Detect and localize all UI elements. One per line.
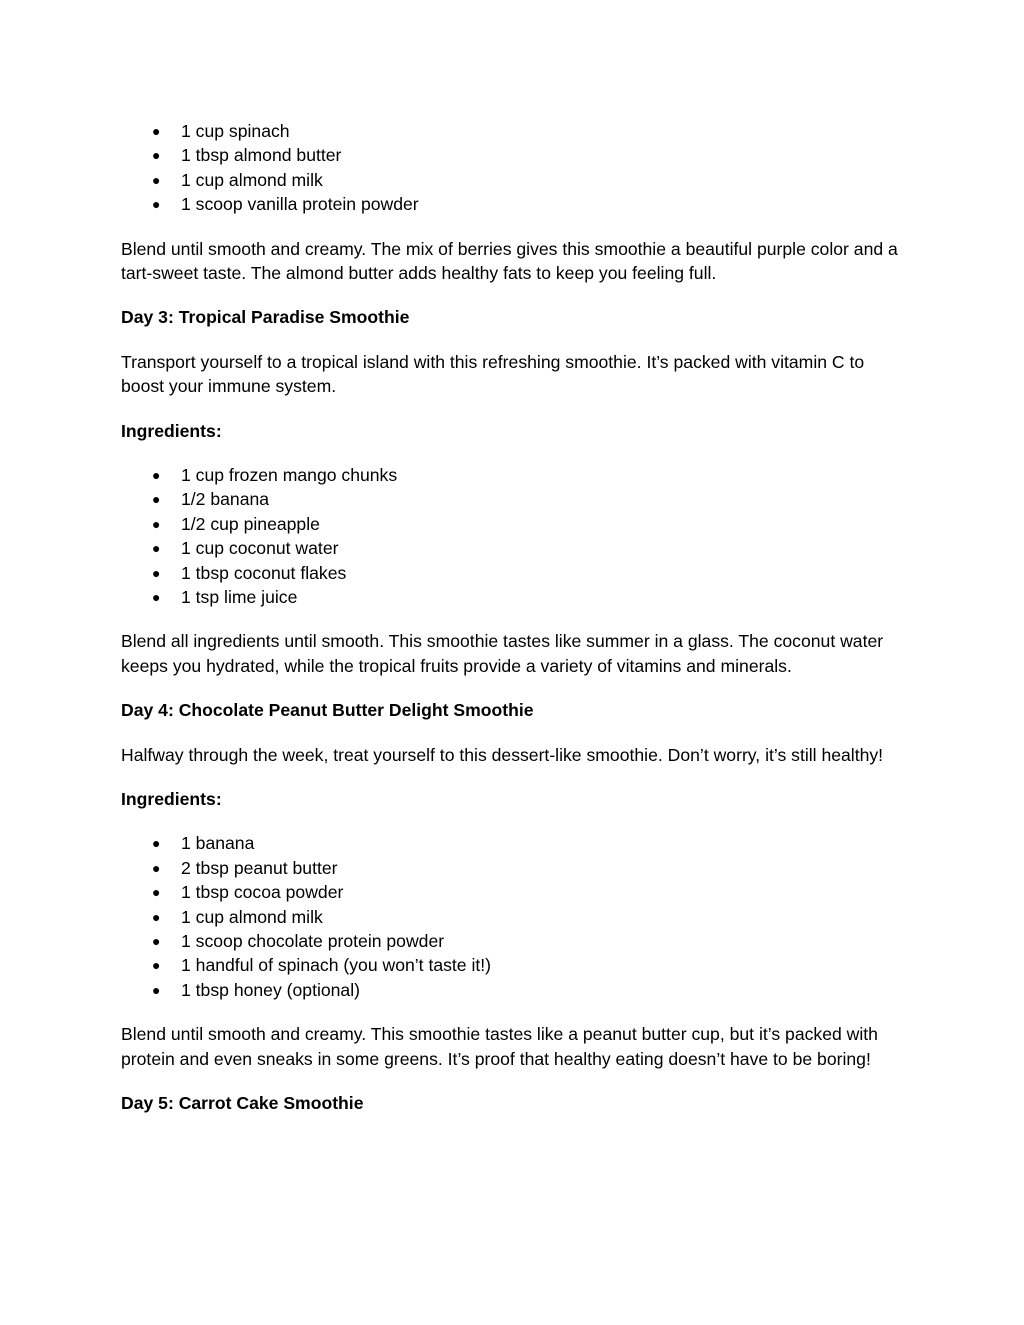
list-item: ● 2 tbsp peanut butter: [121, 856, 911, 880]
list-item: ● 1 tbsp honey (optional): [121, 978, 911, 1002]
bullet-icon: ●: [152, 123, 161, 139]
bullet-icon: ●: [152, 171, 161, 188]
ingredient-list: [121, 831, 911, 1002]
list-item: ● 1/2 cup pineapple: [121, 512, 911, 536]
bullet-icon: ●: [152, 908, 161, 925]
bullet-icon: ●: [152, 540, 161, 557]
paragraph: Blend all ingredients until smooth. This smoothie tastes like summer in a glass. The coconut water keeps you hydrated, while the tropical fruits provide a variety of vitamins and minerals.: [121, 631, 884, 676]
ingredients-heading: Ingredients:: [121, 788, 222, 809]
bullet-icon: ●: [152, 196, 161, 213]
list-item: ● 1 cup almond milk: [121, 905, 911, 929]
list-item: ● 1 scoop vanilla protein powder: [121, 192, 911, 216]
bullet-icon: ●: [152, 884, 161, 901]
bullet-icon: ●: [152, 957, 161, 974]
list-item: ● 1 cup spinach: [121, 119, 911, 143]
list-item: ● 1 tbsp almond butter: [121, 143, 911, 167]
paragraph: Transport yourself to a tropical island with this refreshing smoothie. It’s packed with vitamin C to boost your immune system.: [121, 351, 865, 397]
bullet-icon: ●: [152, 491, 161, 508]
list-item: ● 1 cup almond milk: [121, 168, 911, 192]
ingredient-list: [121, 119, 911, 217]
list-item: ● 1 tbsp coconut flakes: [121, 561, 911, 585]
paragraph: Halfway through the week, treat yourself to this dessert-like smoothie. Don’t worry, it’s still healthy!: [121, 744, 884, 765]
bullet-icon: ●: [152, 588, 161, 605]
list-item: ● 1 tbsp cocoa powder: [121, 880, 911, 904]
document-page: [121, 119, 911, 1115]
list-item: ● 1 handful of spinach (you won’t taste it!): [121, 953, 911, 977]
bullet-icon: ●: [152, 981, 161, 998]
paragraph: Blend until smooth and creamy. This smoothie tastes like a peanut butter cup, but it’s packed with protein and even sneaks in some greens. It’s proof that healthy eating doesn’t have to be boring!: [121, 1024, 878, 1069]
section-heading: Day 4: Chocolate Peanut Butter Delight Smoothie: [121, 700, 534, 721]
bullet-icon: ●: [152, 932, 161, 949]
bullet-icon: ●: [152, 859, 161, 876]
bullet-icon: ●: [152, 835, 161, 852]
ingredient-list: [121, 463, 911, 609]
bullet-icon: ●: [152, 564, 161, 581]
bullet-icon: ●: [152, 147, 161, 164]
section-heading: Day 3: Tropical Paradise Smoothie: [121, 307, 410, 328]
bullet-icon: ●: [152, 515, 161, 532]
list-item: ● 1 banana: [121, 831, 911, 855]
list-item: ● 1 scoop chocolate protein powder: [121, 929, 911, 953]
list-item: ● 1 cup frozen mango chunks: [121, 463, 911, 487]
bullet-icon: ●: [152, 467, 161, 483]
list-item: ● 1 tsp lime juice: [121, 585, 911, 609]
paragraph: Blend until smooth and creamy. The mix of berries gives this smoothie a beautiful purple color and a tart-sweet taste. The almond butter adds healthy fats to keep you feeling full.: [121, 238, 898, 283]
ingredients-heading: Ingredients:: [121, 420, 222, 441]
list-item: ● 1/2 banana: [121, 487, 911, 511]
section-heading: Day 5: Carrot Cake Smoothie: [121, 1092, 364, 1113]
list-item: ● 1 cup coconut water: [121, 536, 911, 560]
